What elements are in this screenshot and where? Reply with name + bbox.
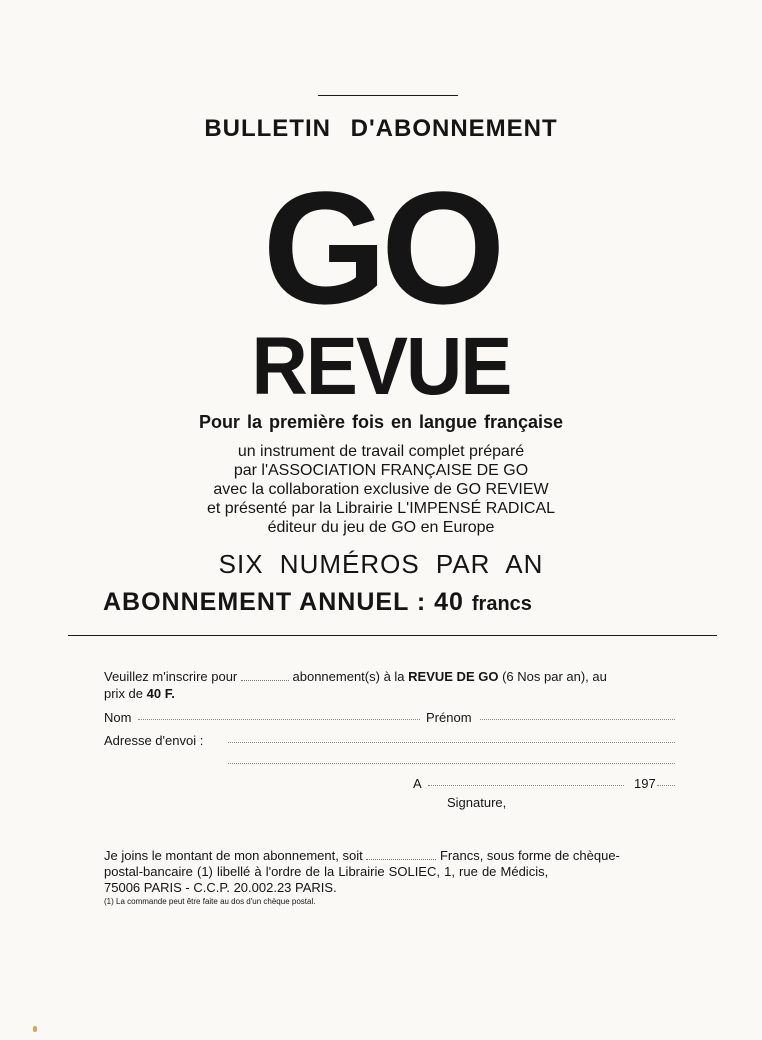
place-field[interactable] bbox=[428, 785, 624, 786]
year-label: 197 bbox=[634, 776, 656, 791]
payment-text: Je joins le montant de mon abonnement, soit bbox=[104, 848, 363, 863]
prenom-label: Prénom bbox=[426, 710, 472, 725]
description-line: par l'ASSOCIATION FRANÇAISE DE GO bbox=[233, 462, 529, 479]
adresse-field-1[interactable] bbox=[228, 742, 675, 743]
annual-subscription bbox=[103, 588, 532, 617]
corner-mark bbox=[33, 1026, 37, 1032]
quantity-field[interactable] bbox=[241, 670, 289, 681]
payment-line-2: postal-bancaire (1) libellé à l'ordre de la Librairie SOLIEC, 1, rue de Médicis, bbox=[104, 864, 549, 879]
form-text: Veuillez m'inscrire pour bbox=[104, 669, 238, 684]
form-text: abonnement(s) à la bbox=[292, 669, 405, 684]
tagline: Pour la première fois en langue française bbox=[198, 412, 564, 432]
amount-field[interactable] bbox=[366, 849, 436, 860]
prenom-field[interactable] bbox=[480, 719, 675, 720]
description-line: un instrument de travail complet préparé bbox=[237, 443, 525, 460]
form-line-2 bbox=[104, 686, 175, 702]
go-title: GO bbox=[262, 158, 500, 337]
six-numbers: SIX NUMÉROS PAR AN bbox=[218, 549, 544, 579]
top-rule bbox=[318, 95, 458, 96]
a-label: A bbox=[413, 776, 422, 791]
adresse-label: Adresse d'envoi : bbox=[104, 733, 204, 748]
nom-label: Nom bbox=[104, 710, 132, 725]
signature-label: Signature, bbox=[447, 795, 507, 810]
form-text: prix de bbox=[104, 686, 144, 701]
form-text: (6 Nos par an), au bbox=[502, 669, 607, 684]
payment-text: Francs, sous forme de chèque- bbox=[439, 848, 620, 863]
revue-name: REVUE DE GO bbox=[408, 669, 499, 684]
separator-rule bbox=[68, 635, 717, 636]
annual-price: 40 bbox=[434, 588, 464, 616]
payment-line-3: 75006 PARIS - C.C.P. 20.002.23 PARIS. bbox=[104, 880, 337, 895]
adresse-field-2[interactable] bbox=[228, 763, 675, 764]
year-field[interactable] bbox=[657, 785, 675, 786]
bulletin-title: BULLETIN D'ABONNEMENT bbox=[204, 115, 558, 142]
form-line-1 bbox=[104, 669, 676, 685]
footnote: (1) La commande peut être faite au dos d'un chèque postal. bbox=[104, 897, 316, 906]
description-line: et présenté par la Librairie L'IMPENSÉ RADICAL bbox=[206, 500, 556, 517]
payment-line-1 bbox=[104, 848, 676, 864]
nom-field[interactable] bbox=[138, 719, 420, 720]
description-line: éditeur du jeu de GO en Europe bbox=[267, 519, 495, 536]
revue-title: REVUE bbox=[251, 321, 511, 412]
price-text: 40 F. bbox=[146, 686, 175, 701]
annual-label: ABONNEMENT ANNUEL : bbox=[103, 588, 427, 616]
annual-unit: francs bbox=[471, 593, 532, 615]
description-line: avec la collaboration exclusive de GO REVIEW bbox=[213, 481, 549, 498]
